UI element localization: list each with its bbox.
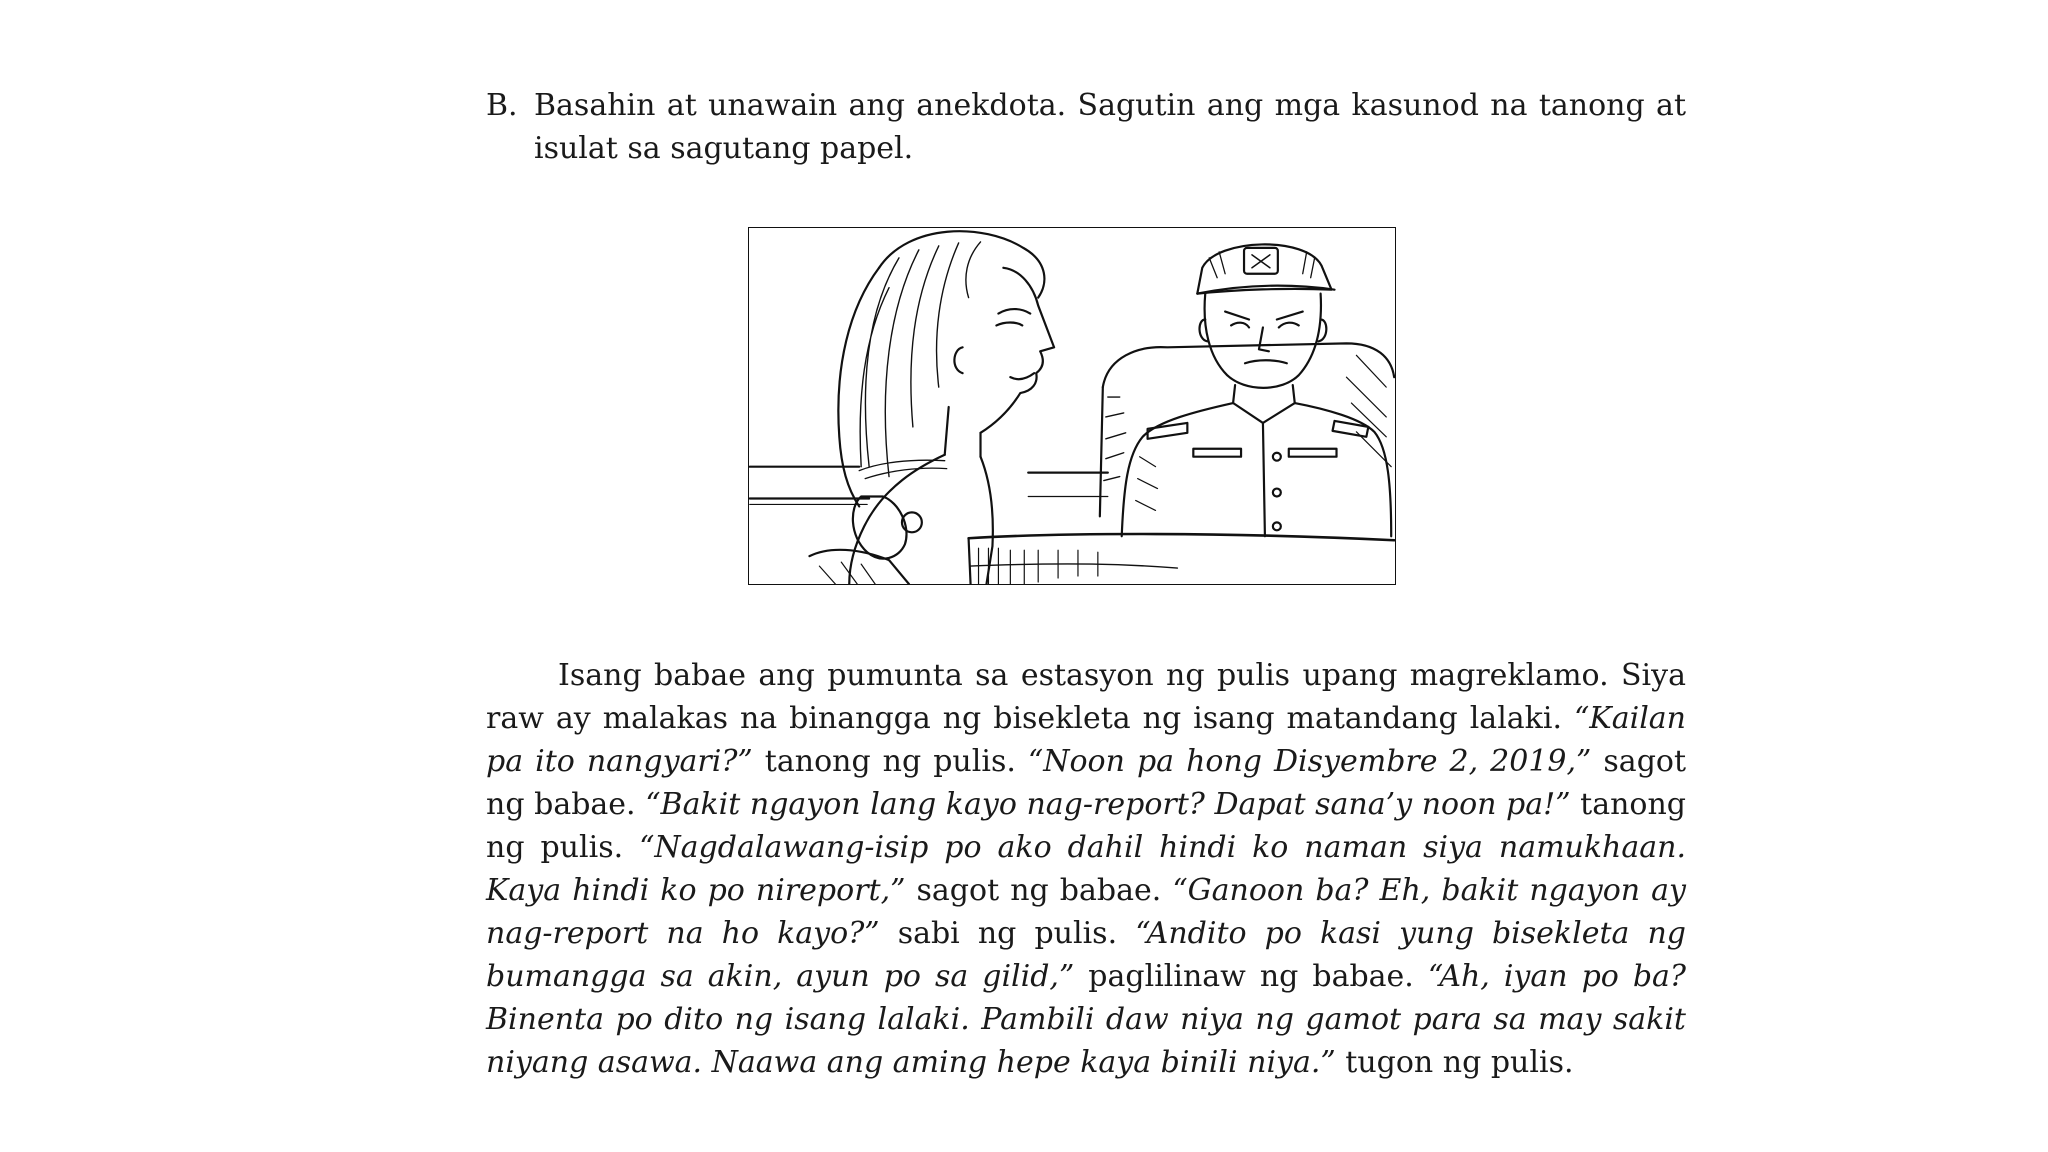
- officer-nose: [1259, 327, 1269, 351]
- dialogue-quote: “Nagdalawang-isip po ako dahil hindi ko naman siya namukhaan. Kaya hindi ko po nireport,”: [486, 830, 1686, 908]
- narration-text: sabi ng pulis.: [879, 916, 1136, 951]
- uniform-hatching: [1136, 457, 1158, 511]
- woman-eyebrow: [998, 309, 1030, 313]
- officer-mouth: [1245, 360, 1287, 363]
- narration-text: sagot ng babae.: [905, 873, 1173, 908]
- chair-hatching: [1346, 355, 1391, 466]
- epaulette-left: [1148, 423, 1188, 439]
- badge-bar: [1289, 449, 1337, 457]
- uniform-collar: [1233, 403, 1295, 423]
- woman-eye: [996, 322, 1022, 325]
- narration-text: tugon ng pulis.: [1335, 1045, 1574, 1080]
- instruction-text: Basahin at unawain ang anekdota. Sagutin ang mga kasunod na tanong at isulat sa sagutang papel.: [534, 88, 1686, 166]
- woman-ear: [954, 347, 962, 373]
- instruction-marker: B.: [486, 88, 518, 123]
- woman-hand: [853, 496, 907, 558]
- woman-face-profile: [981, 268, 1055, 433]
- woman-mouth: [1010, 373, 1034, 379]
- narration-text: tanong ng pulis.: [752, 744, 1028, 779]
- woman-collar: [859, 460, 947, 478]
- cap-badge-detail: [1252, 255, 1270, 268]
- narration-text: tanong ng pulis.: [486, 787, 1686, 865]
- uniform-left-shoulder: [1122, 403, 1233, 536]
- woman-hair-top: [879, 231, 1044, 297]
- dialogue-quote: “Ah, iyan po ba? Binenta po dito ng isang lalaki. Pambili daw niya ng gamot para sa may sakit niyang asawa. Naawa ang aming hepe kaya binili niya.”: [486, 959, 1687, 1080]
- dialogue-quote: “Kailan pa ito nangyari?”: [486, 701, 1686, 779]
- desk-hatching: [979, 548, 1098, 584]
- dialogue-quote: “Noon pa hong Disyembre 2, 2019,”: [1027, 744, 1592, 779]
- illustration-svg: [749, 228, 1395, 584]
- uniform-button: [1273, 489, 1281, 497]
- woman-sleeve-hatching: [819, 562, 875, 584]
- instruction-block: [486, 84, 1686, 170]
- desk-line: [971, 564, 1178, 568]
- woman-shoulder: [849, 455, 944, 584]
- woman-hair-strands: [860, 243, 958, 477]
- uniform-placket: [1263, 423, 1265, 536]
- woman-neck: [945, 407, 949, 455]
- desk-leg: [969, 538, 971, 584]
- dialogue-quote: “Ganoon ba? Eh, bakit ngayon ay nag-report na ho kayo?”: [486, 873, 1686, 951]
- dialogue-quote: “Bakit ngayon lang kayo nag-report? Dapat sana’y noon pa!”: [645, 787, 1571, 822]
- officer-eyes: [1231, 323, 1299, 328]
- officer-eyebrows: [1225, 312, 1303, 320]
- woman-and-police-officer-drawing-icon: [748, 227, 1396, 585]
- officer-face: [1205, 294, 1321, 388]
- dialogue-quote: “Andito po kasi yung bisekleta ng bumangga sa akin, ayun po sa gilid,”: [486, 916, 1686, 994]
- chair-hatching: [1104, 397, 1126, 481]
- uniform-button: [1273, 453, 1281, 461]
- woman-hair-strand: [966, 242, 981, 298]
- desk-edge: [969, 534, 1395, 540]
- anecdote-paragraph: [486, 654, 1686, 1084]
- narration-text: sagot ng babae.: [486, 744, 1687, 822]
- uniform-button: [1273, 522, 1281, 530]
- narration-text: Isang babae ang pumunta sa estasyon ng pulis upang magreklamo. Siya raw ay malakas na binangga ng bisekleta ng isang matandang lalaki.: [486, 658, 1686, 736]
- narration-text: paglilinaw ng babae.: [1074, 959, 1428, 994]
- name-plate: [1193, 449, 1241, 457]
